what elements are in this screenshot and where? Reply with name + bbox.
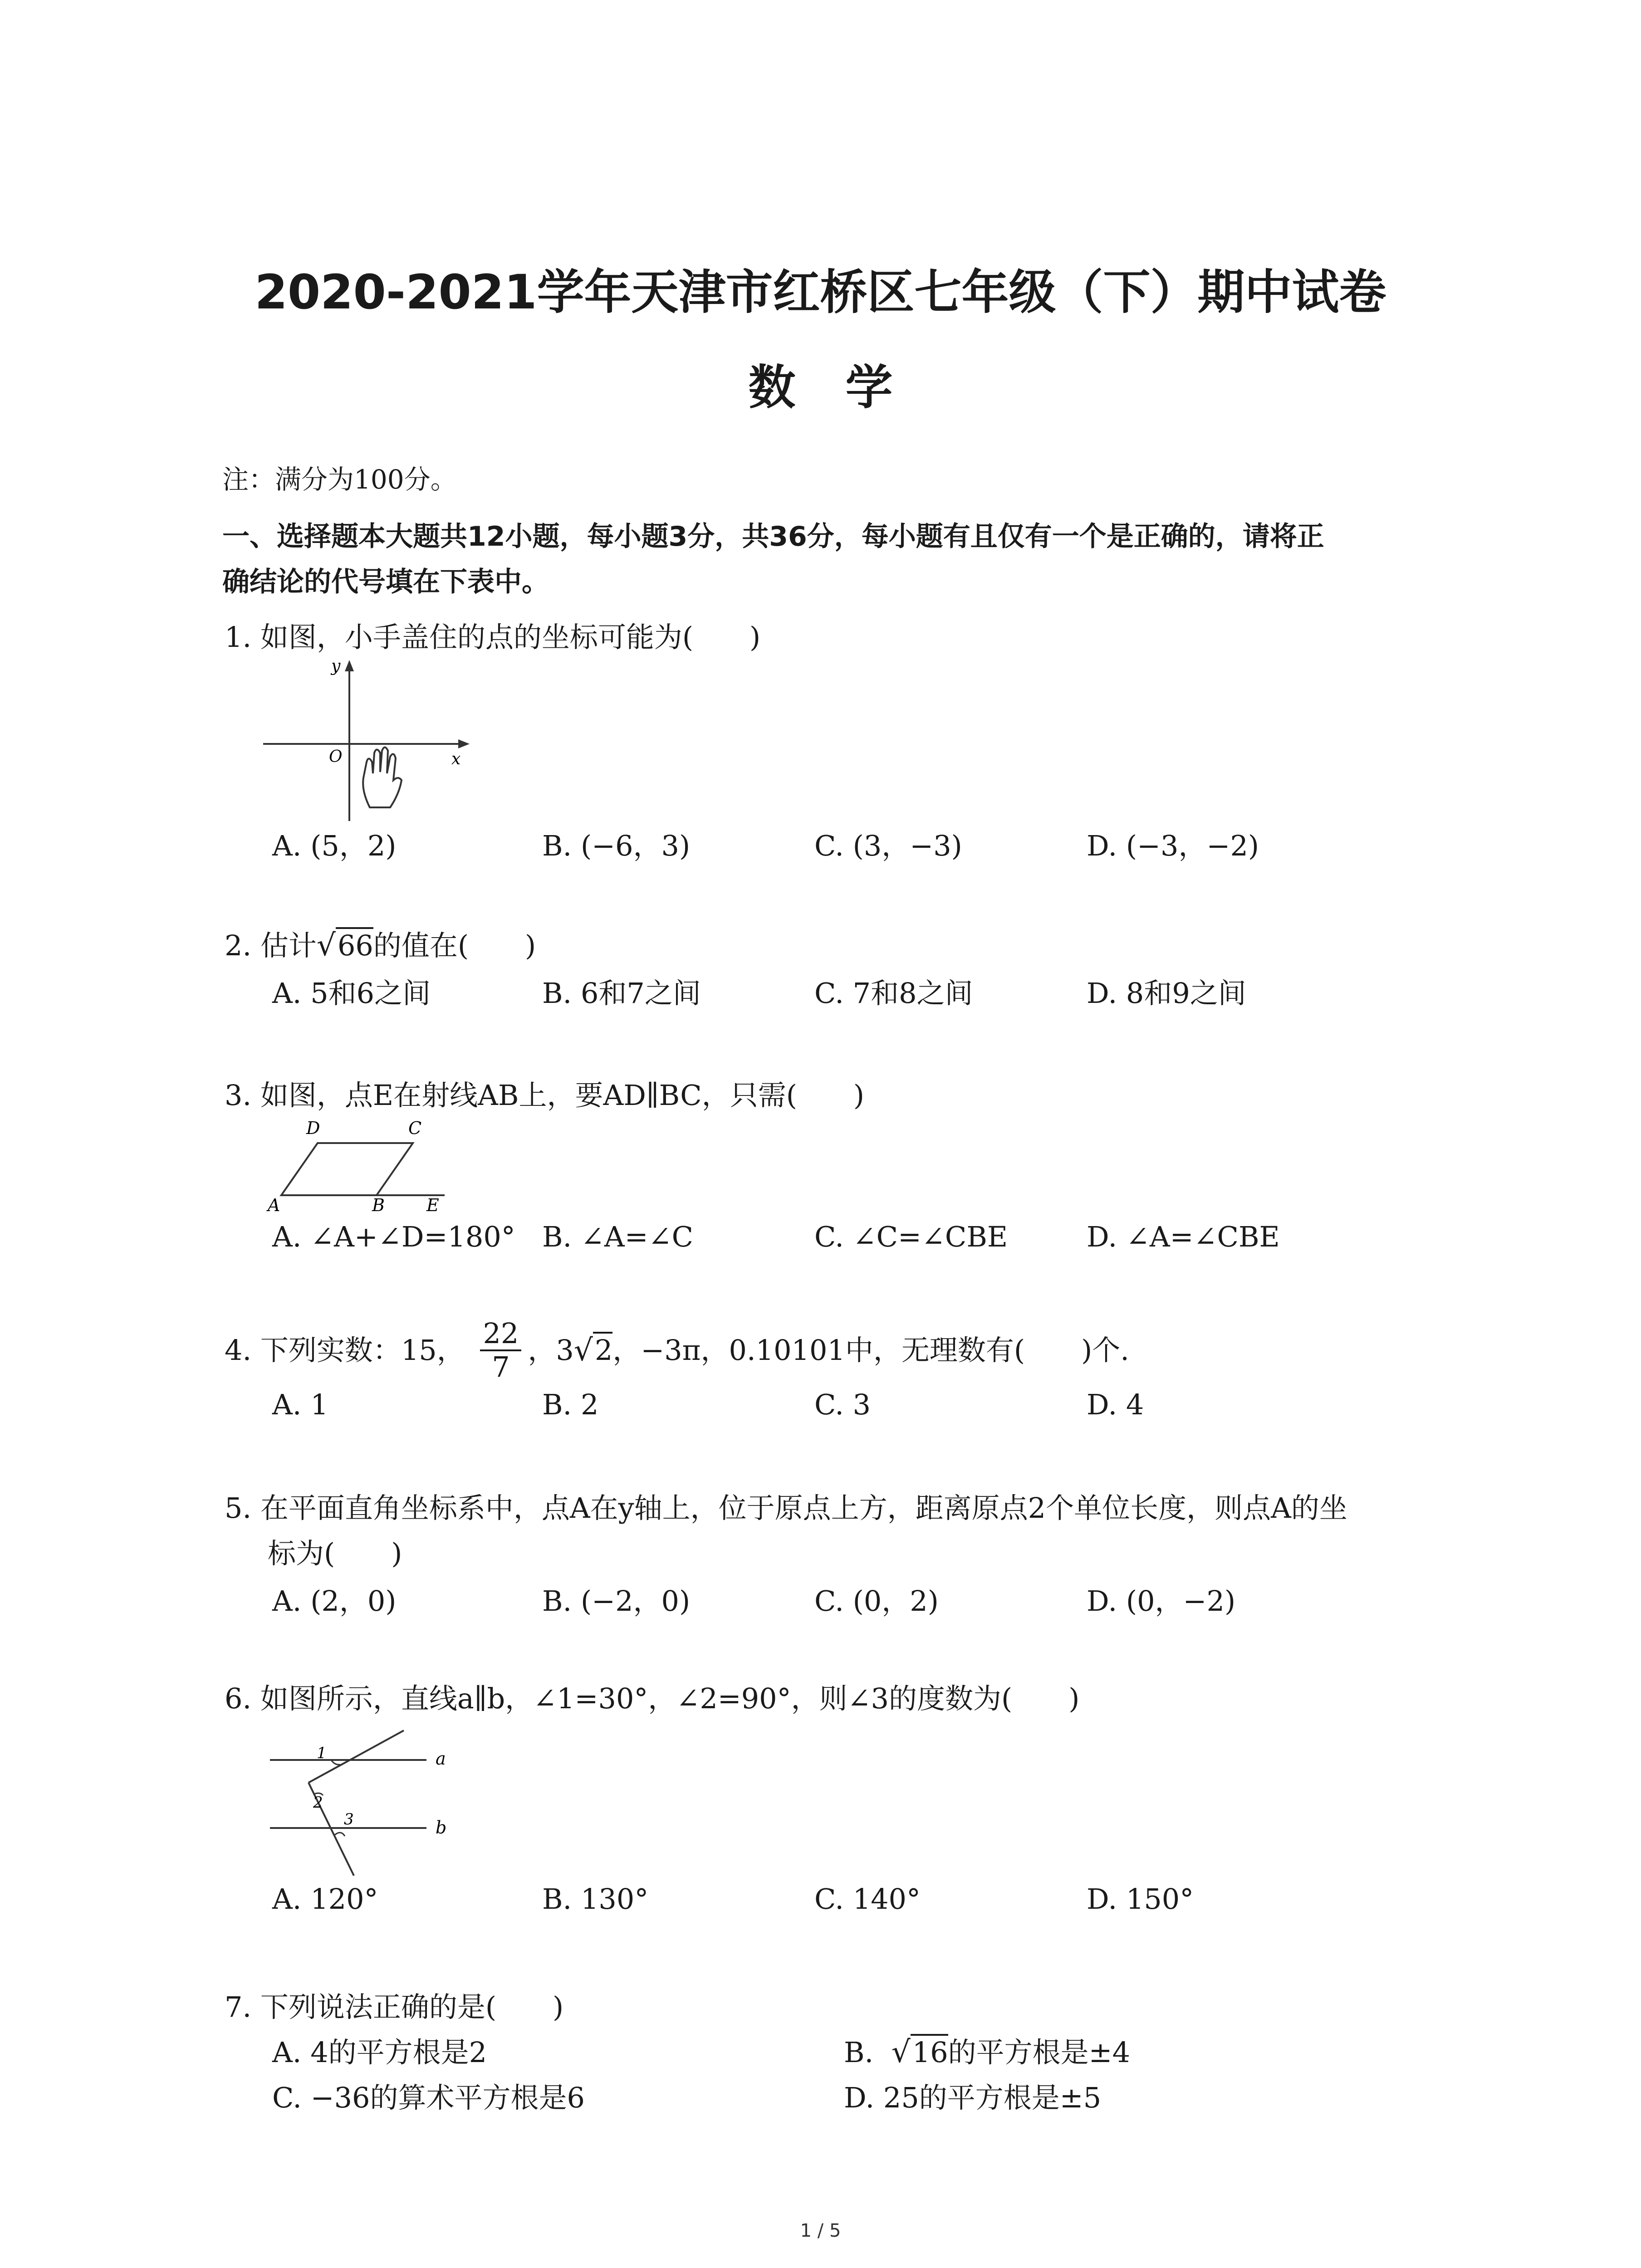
section-heading-line1: 一、选择题本大题共12小题，每小题3分，共36分，每小题有且仅有一个是正确的，请将正	[222, 521, 1324, 552]
option-b-suffix: 的平方根是±4	[948, 2036, 1131, 2069]
question-6-option-d[interactable]: D. 150°	[1087, 1882, 1194, 1916]
question-3-option-b[interactable]: B. ∠A=∠C	[542, 1220, 694, 1253]
question-1-stem: 1. 如图，小手盖住的点的坐标可能为( )	[225, 621, 761, 654]
question-2-option-c[interactable]: C. 7和8之间	[814, 977, 973, 1010]
question-6-figure	[263, 1719, 499, 1887]
point-e-label: E	[426, 1195, 439, 1213]
question-2-stem-pre: 2. 估计	[225, 929, 317, 962]
question-3-option-d[interactable]: D. ∠A=∠CBE	[1087, 1220, 1280, 1253]
question-5-option-a[interactable]: A. (2，0)	[272, 1584, 397, 1618]
question-1-option-a[interactable]: A. (5，2)	[272, 829, 397, 862]
question-5-option-b[interactable]: B. (−2，0)	[542, 1584, 691, 1618]
sqrt-sign: √	[316, 928, 336, 963]
question-4-stem-post: ，−3π，0.10101中，无理数有( )个.	[612, 1334, 1129, 1367]
question-2-option-d[interactable]: D. 8和9之间	[1087, 977, 1246, 1010]
sqrt-sign: √	[891, 2034, 911, 2069]
radicand: 2	[593, 1332, 612, 1367]
question-2-option-b[interactable]: B. 6和7之间	[542, 977, 701, 1010]
question-4-option-d[interactable]: D. 4	[1087, 1388, 1144, 1421]
question-1-option-b[interactable]: B. (−6，3)	[542, 829, 691, 862]
question-7-option-b[interactable]	[844, 2030, 1130, 2070]
hand-icon	[363, 748, 402, 808]
angle-2-label: 2	[313, 1794, 323, 1812]
point-d-label: D	[306, 1118, 320, 1138]
question-5-option-d[interactable]: D. (0，−2)	[1087, 1584, 1236, 1618]
question-1-option-c[interactable]: C. (3，−3)	[814, 829, 962, 862]
question-4-option-a[interactable]: A. 1	[272, 1388, 328, 1421]
fraction	[480, 1318, 521, 1383]
y-axis-label: y	[331, 657, 341, 675]
section-heading-line2: 确结论的代号填在下表中。	[222, 566, 549, 598]
angle-1-label: 1	[317, 1744, 327, 1762]
question-4-option-c[interactable]: C. 3	[814, 1388, 871, 1421]
sqrt-sign: √	[573, 1333, 593, 1368]
question-6-stem: 6. 如图所示，直线a∥b，∠1=30°，∠2=90°，则∠3的度数为( )	[225, 1682, 1080, 1715]
fraction-numerator: 22	[480, 1318, 521, 1351]
exam-title: 2020-2021学年天津市红桥区七年级（下）期中试卷	[255, 264, 1386, 320]
page-number: 1 / 5	[800, 2220, 841, 2241]
radicand: 16	[911, 2034, 948, 2069]
question-4-stem-mid: ，3	[528, 1334, 574, 1367]
question-7-option-c[interactable]: C. −36的算术平方根是6	[272, 2081, 585, 2114]
radicand: 66	[336, 927, 373, 962]
score-note: 注：满分为100分。	[222, 464, 457, 495]
question-6-option-b[interactable]: B. 130°	[542, 1882, 649, 1916]
point-c-label: C	[408, 1118, 422, 1138]
question-7-option-d[interactable]: D. 25的平方根是±5	[844, 2081, 1102, 2114]
fraction-denominator: 7	[492, 1350, 510, 1383]
question-5-option-c[interactable]: C. (0，2)	[814, 1584, 939, 1618]
question-2-stem-post: 的值在( )	[373, 929, 536, 962]
question-1-figure	[263, 653, 476, 826]
question-7-option-a[interactable]: A. 4的平方根是2	[272, 2036, 487, 2069]
question-3-option-a[interactable]: A. ∠A+∠D=180°	[272, 1220, 515, 1253]
question-2-stem	[225, 923, 536, 963]
origin-label: O	[329, 748, 343, 766]
question-5-stem-line1: 5. 在平面直角坐标系中，点A在y轴上，位于原点上方，距离原点2个单位长度，则点A的坐	[225, 1491, 1347, 1525]
question-7-stem: 7. 下列说法正确的是( )	[225, 1990, 564, 2024]
question-4-stem-pre: 4. 下列实数：15，	[225, 1334, 465, 1367]
question-6-option-a[interactable]: A. 120°	[272, 1882, 378, 1916]
x-axis-label: x	[451, 750, 461, 768]
question-3-figure	[263, 1114, 454, 1213]
line-b-label: b	[436, 1818, 447, 1838]
question-4-option-b[interactable]: B. 2	[542, 1388, 599, 1421]
question-1-option-d[interactable]: D. (−3，−2)	[1087, 829, 1259, 862]
question-3-option-c[interactable]: C. ∠C=∠CBE	[814, 1220, 1008, 1253]
question-3-stem: 3. 如图，点E在射线AB上，要AD∥BC，只需( )	[225, 1079, 865, 1112]
question-4-stem	[225, 1318, 1129, 1383]
question-6-option-c[interactable]: C. 140°	[814, 1882, 921, 1916]
point-b-label: B	[372, 1195, 385, 1213]
question-5-stem-line2: 标为( )	[268, 1537, 402, 1570]
angle-3-label: 3	[344, 1810, 354, 1828]
line-a-label: a	[436, 1749, 446, 1769]
point-a-label: A	[268, 1195, 280, 1213]
question-2-option-a[interactable]: A. 5和6之间	[272, 977, 431, 1010]
option-b-prefix: B.	[844, 2036, 874, 2069]
exam-subject: 数学	[748, 360, 943, 415]
